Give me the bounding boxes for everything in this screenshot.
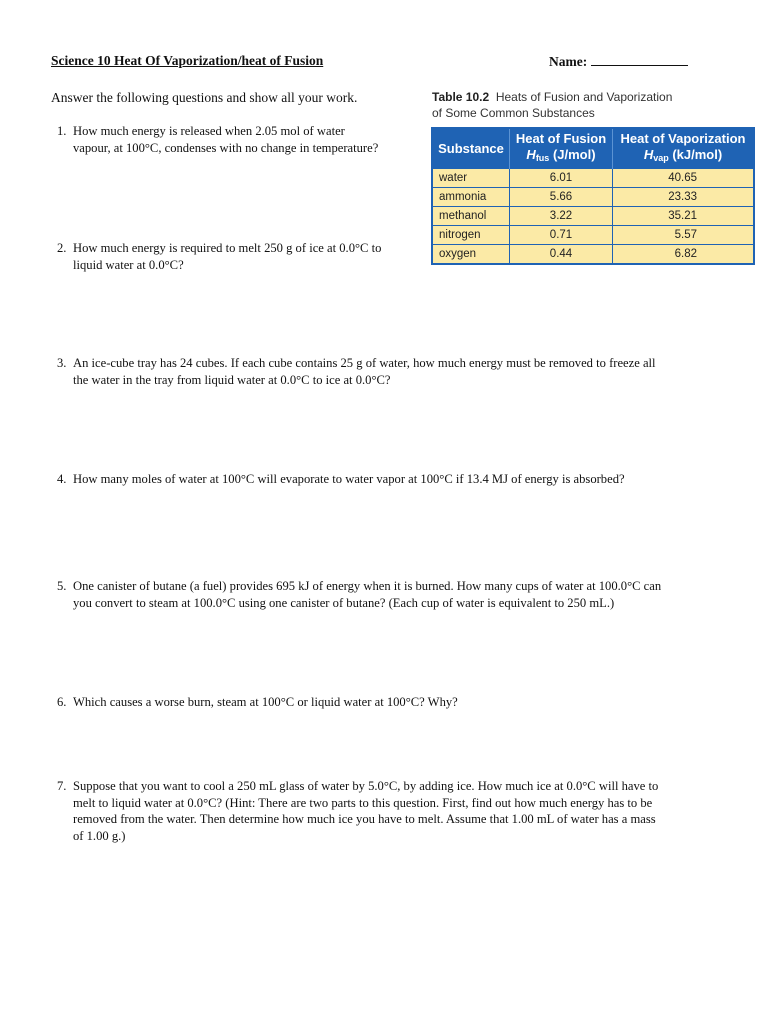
header-vap-subscript: vap bbox=[653, 153, 669, 163]
cell-substance: ammonia bbox=[432, 188, 510, 207]
table-caption bbox=[432, 89, 762, 121]
question-line: An ice-cube tray has 24 cubes. If each cube contains 25 g of water, how much energy must be removed to freeze all bbox=[73, 356, 656, 370]
page-header bbox=[51, 53, 701, 73]
cell-fusion: 0.71 bbox=[510, 226, 613, 245]
table-row bbox=[432, 169, 754, 188]
question-line: melt to liquid water at 0.0°C? (Hint: There are two parts to this question. First, find out how much energy has to be bbox=[73, 795, 653, 810]
question-line: you convert to steam at 100.0°C using one canister of butane? (Each cup of water is equivalent to 250 mL.) bbox=[73, 595, 615, 610]
question-line: How much energy is released when 2.05 mol of water bbox=[73, 124, 345, 138]
worksheet-title: Science 10 Heat Of Vaporization/heat of Fusion bbox=[51, 53, 324, 68]
question-line: How much energy is required to melt 250 g of ice at 0.0°C to bbox=[73, 241, 382, 255]
heats-table bbox=[431, 127, 755, 265]
table-row bbox=[432, 226, 754, 245]
instructions: Answer the following questions and show all your work. bbox=[51, 90, 358, 105]
cell-vaporization: 40.65 bbox=[613, 169, 755, 188]
name-blank-line bbox=[591, 53, 688, 66]
table-number: Table 10.2 bbox=[432, 90, 490, 104]
question-number: 6. bbox=[57, 695, 67, 709]
header-heat-of-fusion bbox=[510, 128, 613, 169]
cell-substance: nitrogen bbox=[432, 226, 510, 245]
cell-substance: methanol bbox=[432, 207, 510, 226]
question-line: How many moles of water at 100°C will evaporate to water vapor at 100°C if 13.4 MJ of energy is absorbed? bbox=[73, 472, 625, 486]
cell-fusion: 5.66 bbox=[510, 188, 613, 207]
table-header-row bbox=[432, 128, 754, 169]
question-line: Suppose that you want to cool a 250 mL glass of water by 5.0°C, by adding ice. How much ice at 0.0°C will have to bbox=[73, 779, 659, 793]
header-heat-of-vaporization bbox=[613, 128, 755, 169]
table-caption-line2: of Some Common Substances bbox=[432, 106, 595, 120]
cell-vaporization: 6.82 bbox=[613, 245, 755, 265]
question-line: liquid water at 0.0°C? bbox=[73, 257, 184, 272]
name-label: Name: bbox=[549, 54, 588, 69]
question-line: One canister of butane (a fuel) provides 695 kJ of energy when it is burned. How many cups of water at 100.0°C can bbox=[73, 579, 662, 593]
cell-vaporization: 5.57 bbox=[613, 226, 755, 245]
cell-fusion: 6.01 bbox=[510, 169, 613, 188]
question-number: 5. bbox=[57, 579, 67, 593]
header-fusion-unit: (J/mol) bbox=[552, 147, 596, 162]
question-line: Which causes a worse burn, steam at 100°C or liquid water at 100°C? Why? bbox=[73, 695, 458, 709]
question-line: of 1.00 g.) bbox=[73, 828, 126, 843]
header-vap-title: Heat of Vaporization bbox=[620, 131, 746, 146]
question-number: 2. bbox=[57, 241, 67, 255]
cell-fusion: 0.44 bbox=[510, 245, 613, 265]
cell-fusion: 3.22 bbox=[510, 207, 613, 226]
table-row bbox=[432, 188, 754, 207]
cell-vaporization: 35.21 bbox=[613, 207, 755, 226]
name-field bbox=[549, 53, 688, 70]
table-row bbox=[432, 245, 754, 265]
question-number: 4. bbox=[57, 472, 67, 486]
header-fusion-title: Heat of Fusion bbox=[515, 131, 607, 146]
cell-substance: oxygen bbox=[432, 245, 510, 265]
cell-substance: water bbox=[432, 169, 510, 188]
header-fusion-symbol: H bbox=[526, 147, 536, 162]
question-line: removed from the water. Then determine how much ice you have to melt. Assume that 1.00 mL of water has a mass bbox=[73, 812, 656, 827]
header-substance: Substance bbox=[432, 128, 510, 169]
table-row bbox=[432, 207, 754, 226]
cell-vaporization: 23.33 bbox=[613, 188, 755, 207]
header-fusion-subscript: fus bbox=[535, 153, 550, 163]
header-vap-symbol: H bbox=[643, 147, 654, 162]
table-caption-line1: Heats of Fusion and Vaporization bbox=[495, 90, 673, 104]
question-number: 7. bbox=[57, 779, 67, 793]
header-vap-unit: (kJ/mol) bbox=[672, 147, 723, 162]
question-line: the water in the tray from liquid water at 0.0°C to ice at 0.0°C? bbox=[73, 372, 391, 387]
question-number: 3. bbox=[57, 356, 67, 370]
question-line: vapour, at 100°C, condenses with no change in temperature? bbox=[73, 140, 379, 155]
question-number: 1. bbox=[57, 124, 67, 138]
